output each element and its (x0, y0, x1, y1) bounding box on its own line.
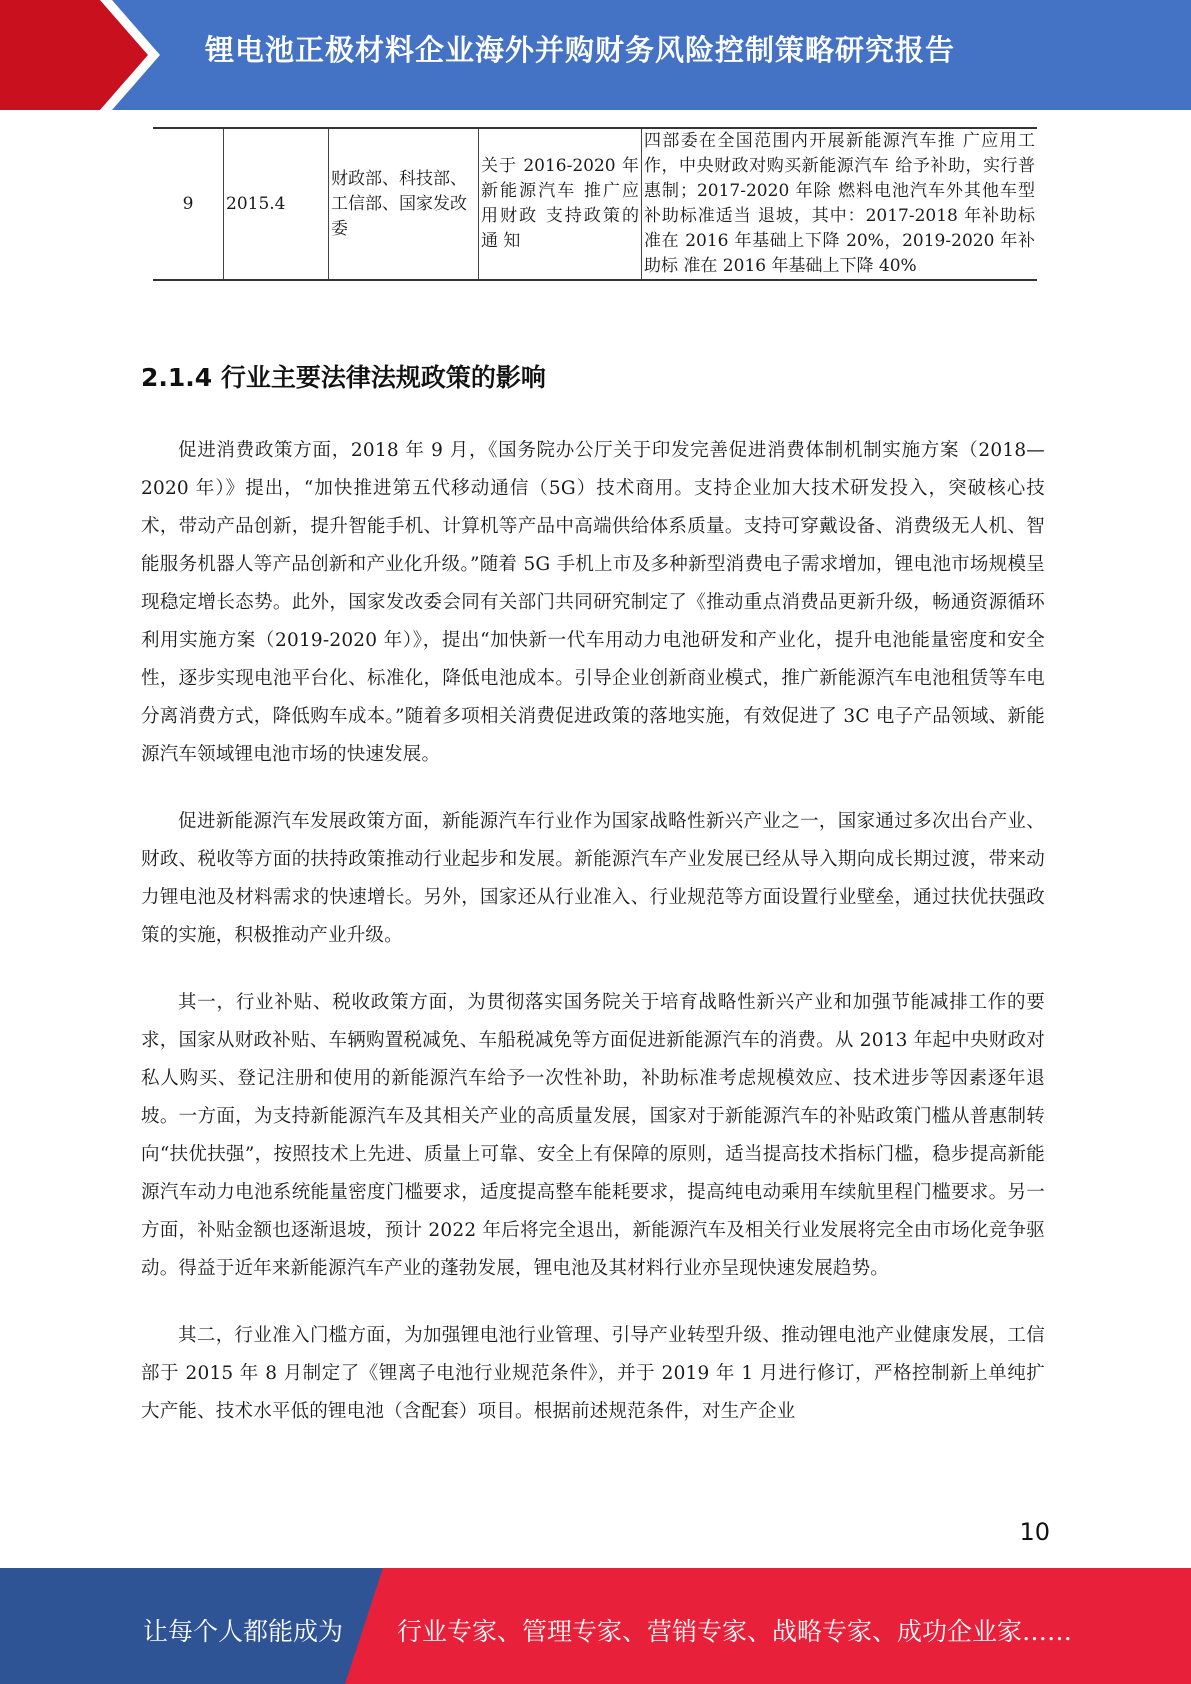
page-header (0, 0, 1191, 110)
row-date: 2015.4 (224, 128, 329, 280)
page-number: 10 (1019, 1518, 1050, 1546)
table-row (153, 128, 1037, 280)
paragraph-entry-threshold: 其二，行业准入门槛方面，为加强锂电池行业管理、引导产业转型升级、推动锂电池产业健康发展，工信部于 2015 年 8 月制定了《锂离子电池行业规范条件》，并于 2019 年 1 月进行修订，严格控制新上单纯扩大产能、技术水平低的锂电池（含配套）项目。根据前述规范条件，对生产企业 (141, 1325, 1045, 1422)
section-heading: 2.1.4 行业主要法律法规政策的影响 (141, 363, 546, 392)
body-text (141, 432, 1045, 1460)
paragraph-nev-policy: 促进新能源汽车发展政策方面，新能源汽车行业作为国家战略性新兴产业之一，国家通过多次出台产业、财政、税收等方面的扶持政策推动行业起步和发展。新能源汽车产业发展已经从导入期向成长期过渡，带来动力锂电池及材料需求的快速增长。另外，国家还从行业准入、行业规范等方面设置行业壁垒，通过扶优扶强政策的实施，积极推动产业升级。 (141, 811, 1045, 946)
footer-slogan-right: 行业专家、管理专家、营销专家、战略专家、成功企业家…… (397, 1617, 1073, 1646)
row-departments: 财政部、科技部、工信部、国家发改委 (329, 128, 479, 280)
report-title: 锂电池正极材料企业海外并购财务风险控制策略研究报告 (205, 33, 956, 67)
row-policy-content: 四部委在全国范围内开展新能源汽车推 广应用工作，中央财政对购买新能源汽车 给予补助，实行普惠制；2017-2020 年除 燃料电池汽车外其他车型补助标准适当 退坡，其中：2017-2018 年补助标准在 2016 年基础上下降 20%，2019-2020 年补助标 准在 2016 年基础上下降 40% (642, 128, 1038, 280)
row-number: 9 (153, 128, 224, 280)
policy-table (153, 127, 1037, 281)
footer-slogan-left: 让每个人都能成为 (143, 1617, 344, 1646)
paragraph-consumption-policy: 促进消费政策方面，2018 年 9 月，《国务院办公厅关于印发完善促进消费体制机制实施方案（2018—2020 年）》提出，“加快推进第五代移动通信（5G）技术商用。支持企业加大技术研发投入，突破核心技术，带动产品创新，提升智能手机、计算机等产品中高端供给体系质量。支持可穿戴设备、消费级无人机、智能服务机器人等产品创新和产业化升级。”随着 5G 手机上市及多种新型消费电子需求增加，锂电池市场规模呈现稳定增长态势。此外，国家发改委会同有关部门共同研究制定了《推动重点消费品更新升级，畅通资源循环利用实施方案（2019-2020 年）》，提出“加快新一代车用动力电池研发和产业化，提升电池能量密度和安全性，逐步实现电池平台化、标准化，降低电池成本。引导企业创新商业模式，推广新能源汽车电池租赁等车电分离消费方式，降低购车成本。”随着多项相关消费促进政策的落地实施，有效促进了 3C 电子产品领域、新能源汽车领域锂电池市场的快速发展。 (141, 440, 1045, 765)
row-policy-title: 关于 2016-2020 年新能源汽车 推广应用财政 支持政策的通 知 (479, 128, 642, 280)
paragraph-subsidy-tax: 其一，行业补贴、税收政策方面，为贯彻落实国务院关于培育战略性新兴产业和加强节能减排工作的要求，国家从财政补贴、车辆购置税减免、车船税减免等方面促进新能源汽车的消费。从 2013 年起中央财政对私人购买、登记注册和使用的新能源汽车给予一次性补助，补助标准考虑规模效应、技术进步等因素逐年退坡。一方面，为支持新能源汽车及其相关产业的高质量发展，国家对于新能源汽车的补贴政策门槛从普惠制转向“扶优扶强”，按照技术上先进、质量上可靠、安全上有保障的原则，适当提高技术指标门槛，稳步提高新能源汽车动力电池系统能量密度门槛要求，适度提高整车能耗要求，提高纯电动乘用车续航里程门槛要求。另一方面，补贴金额也逐渐退坡，预计 2022 年后将完全退出，新能源汽车及相关行业发展将完全由市场化竞争驱动。得益于近年来新能源汽车产业的蓬勃发展，锂电池及其材料行业亦呈现快速发展趋势。 (141, 992, 1045, 1279)
page-footer (0, 1568, 1191, 1684)
